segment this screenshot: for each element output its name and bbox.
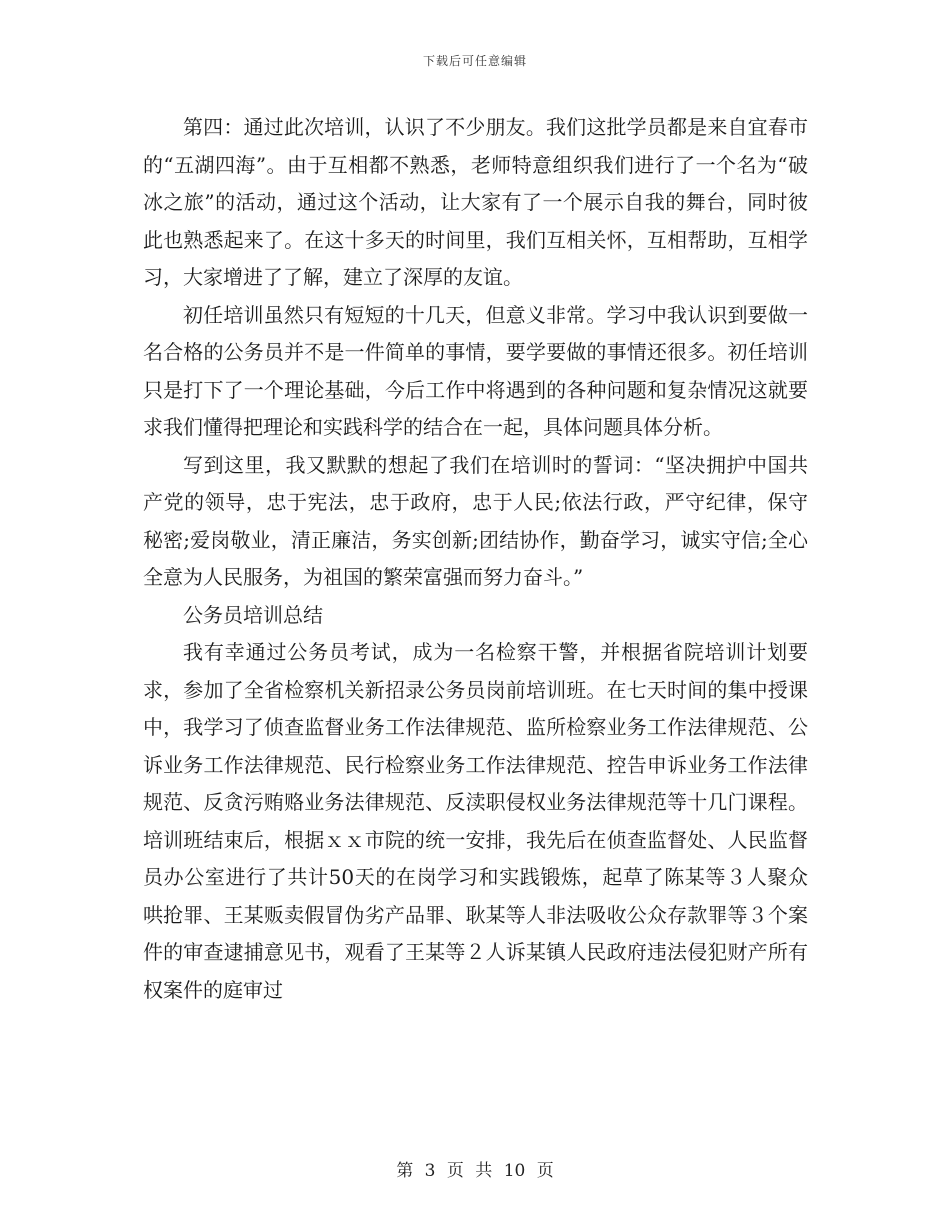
page-header-note: 下载后可任意编辑 bbox=[422, 54, 527, 68]
section-title: 公务员培训总结 bbox=[183, 602, 323, 627]
paragraph-friendship: 第四：通过此次培训，认识了不少朋友。我们这批学员都是来自宜春市的“五湖四海”。由于互相都不熟悉，老师特意组织我们进行了一个名为“破冰之旅”的活动，通过这个活动，让大家有了一个展示自我的舞台，同时彼此也熟悉起来了。在这十多天的时间里，我们互相关怀，互相帮助，互相学习，大家增进了了解，建立了深厚的友谊。 bbox=[143, 115, 808, 289]
paragraph-training-summary: 我有幸通过公务员考试，成为一名检察干警，并根据省院培训计划要求，参加了全省检察机关新招录公务员岗前培训班。在七天时间的集中授课中，我学习了侦查监督业务工作法律规范、监所检察业务工作法律规范、公诉业务工作法律规范、民行检察业务工作法律规范、控告申诉业务工作法律规范、反贪污贿赂业务法律规范、反渎职侵权业务法律规范等十几门课程。培训班结束后，根据ｘｘ市院的统一安排，我先后在侦查监督处、人民监督员办公室进行了共计50天的在岗学习和实践锻炼，起草了陈某等３人聚众哄抢罪、王某贩卖假冒伪劣产品罪、耿某等人非法吸收公众存款罪等３个案件的审查逮捕意见书，观看了王某等２人诉某镇人民政府违法侵犯财产所有权案件的庭审过 bbox=[143, 640, 808, 1002]
paragraph-significance: 初任培训虽然只有短短的十几天，但意义非常。学习中我认识到要做一名合格的公务员并不是一件简单的事情，要学要做的事情还很多。初任培训只是打下了一个理论基础，今后工作中将遇到的各种问题和复杂情况这就要求我们懂得把理论和实践科学的结合在一起，具体问题具体分析。 bbox=[143, 302, 808, 439]
document-body bbox=[143, 109, 808, 1009]
page-number: 第 3 页 共 10 页 bbox=[396, 1161, 554, 1181]
paragraph-oath: 写到这里，我又默默的想起了我们在培训时的誓词：“坚决拥护中国共产党的领导，忠于宪法，忠于政府，忠于人民;依法行政，严守纪律，保守秘密;爱岗敬业，清正廉洁，务实创新;团结协作，勤奋学习，诚实守信;全心全意为人民服务，为祖国的繁荣富强而努力奋斗。” bbox=[143, 452, 808, 589]
